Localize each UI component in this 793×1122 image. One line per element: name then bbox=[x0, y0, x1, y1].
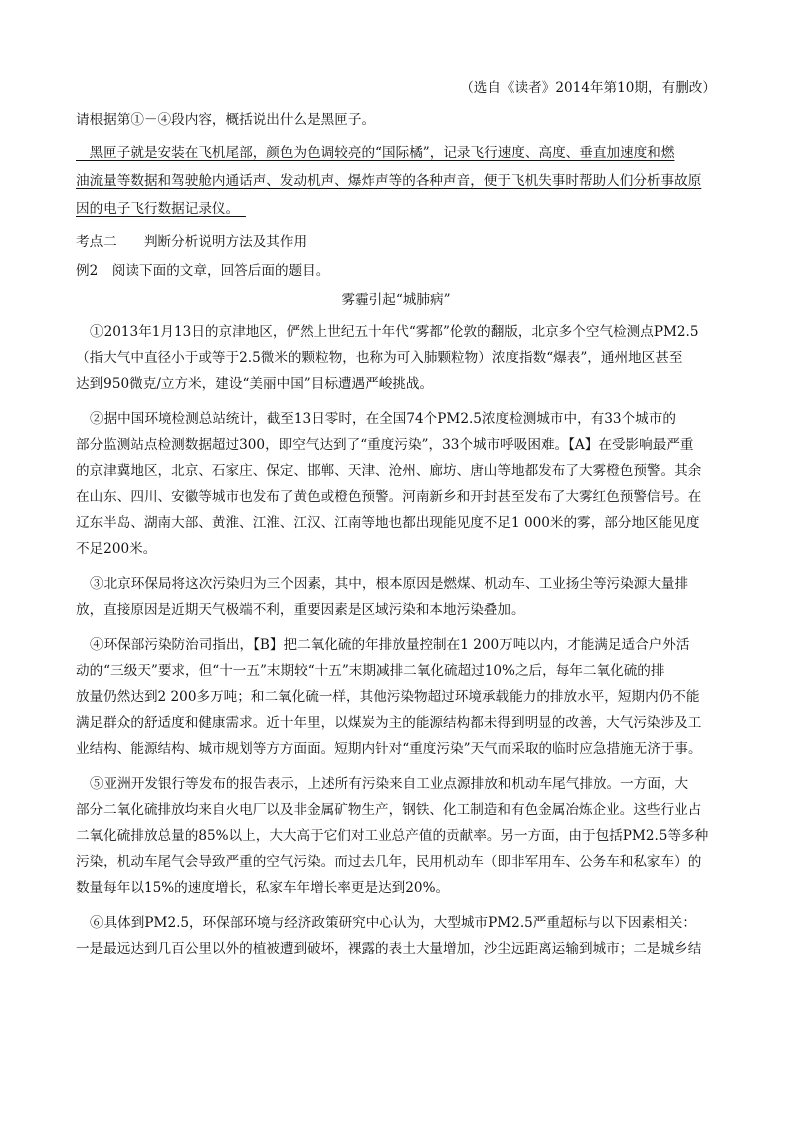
paragraph-line: 业结构、能源结构、城市规划等方方面面。短期内针对“重度污染”天气而采取的临时应急措施无济于事。 bbox=[76, 741, 702, 757]
paragraph-line: ③北京环保局将这次污染归为三个因素，其中，根本原因是燃煤、机动车、工业扬尘等污染源大量排 bbox=[90, 576, 689, 592]
example-heading: 例2 阅读下面的文章，回答后面的题目。 bbox=[76, 263, 330, 279]
para-3 bbox=[76, 571, 716, 623]
para-4 bbox=[76, 632, 716, 762]
paragraph-line: 满足群众的舒适度和健康需求。近十年里，以煤炭为主的能源结构都未得到明显的改善，大气污染涉及工 bbox=[76, 715, 702, 731]
answer-line: 因的电子飞行数据记录仪。 bbox=[76, 201, 246, 217]
para-5 bbox=[76, 771, 716, 901]
para-1 bbox=[76, 319, 716, 397]
paragraph-line: 部分监测站点检测数据超过300，即空气达到了“重度污染”，33个城市呼吸困难。【A】在受影响最严重 bbox=[76, 437, 694, 453]
paragraph-line: 辽东半岛、湖南大部、黄淮、江淮、江汉、江南等地也都出现能见度不足1 000米的雾，部分地区能见度 bbox=[76, 515, 700, 531]
paragraph-line: 的京津冀地区，北京、石家庄、保定、邯郸、天津、沧州、廊坊、唐山等地都发布了大雾橙色预警。其余 bbox=[76, 463, 702, 479]
para-2 bbox=[76, 406, 716, 562]
paragraph-line: ⑤亚洲开发银行等发布的报告表示，上述所有污染来自工业点源排放和机动车尾气排放。一方面，大 bbox=[90, 776, 689, 792]
paragraph-line: ④环保部污染防治司指出，【B】把二氧化硫的年排放量控制在1 200万吨以内，才能满足适合户外活 bbox=[90, 637, 690, 653]
source-note: （选自《读者》2014年第10期，有删改） bbox=[460, 80, 716, 96]
paragraph-line: ②据中国环境检测总站统计，截至13日零时，在全国74个PM2.5浓度检测城市中，有33个城市的 bbox=[90, 411, 676, 427]
answer-line: 油流量等数据和驾驶舱内通话声、发动机声、爆炸声等的各种声音，便于飞机失事时帮助人们分析事故原 bbox=[76, 173, 702, 189]
paragraph-line: 数量每年以15%的速度增长，私家车年增长率更是达到20%。 bbox=[76, 880, 450, 896]
paragraph-line: ①2013年1月13日的京津地区，俨然上世纪五十年代“雾都”伦敦的翻版，北京多个空气检测点PM2.5 bbox=[90, 324, 699, 340]
article-body bbox=[76, 319, 716, 962]
paragraph-line: 部分二氧化硫排放均来自火电厂以及非金属矿物生产，钢铁、化工制造和有色金属冶炼企业。这些行业占 bbox=[76, 802, 702, 818]
paragraph-line: 不足200米。 bbox=[76, 541, 157, 557]
paragraph-line: ⑥具体到PM2.5，环保部环境与经济政策研究中心认为，大型城市PM2.5严重超标与以下因素相关： bbox=[90, 915, 696, 931]
question-text: 请根据第①－④段内容，概括说出什么是黑匣子。 bbox=[76, 112, 376, 128]
paragraph-line: 放，直接原因是近期天气极端不利，重要因素是区域污染和本地污染叠加。 bbox=[76, 602, 525, 618]
paragraph-line: 动的“三级天”要求，但“十一五”末期较“十五”末期减排二氧化硫超过10%之后，每年二氧化硫的排 bbox=[76, 663, 665, 679]
para-6 bbox=[76, 910, 716, 962]
paragraph-line: （指大气中直径小于或等于2.5微米的颗粒物，也称为可入肺颗粒物）浓度指数“爆表”，通州地区甚至 bbox=[76, 350, 683, 366]
paragraph-line: 二氧化硫排放总量的85%以上，大大高于它们对工业总产值的贡献率。另一方面，由于包括PM2.5等多种 bbox=[76, 828, 709, 844]
answer-line: 黑匣子就是安装在飞机尾部，颜色为色调较亮的“国际橘”，记录飞行速度、高度、垂直加速度和燃 bbox=[76, 145, 675, 161]
answer-block bbox=[76, 139, 716, 223]
paragraph-line: 污染，机动车尾气会导致严重的空气污染。而过去几年，民用机动车（即非军用车、公务车和私家车）的 bbox=[76, 854, 702, 870]
section-heading: 考点二 判断分析说明方法及其作用 bbox=[76, 234, 308, 250]
document-page bbox=[76, 78, 716, 971]
paragraph-line: 达到950微克/立方米，建设“美丽中国”目标遭遇严峻挑战。 bbox=[76, 376, 434, 392]
paragraph-line: 一是最远达到几百公里以外的植被遭到破坏，裸露的表土大量增加，沙尘远距离运输到城市；二是城乡结 bbox=[76, 941, 702, 957]
paragraph-line: 放量仍然达到2 200多万吨；和二氧化硫一样，其他污染物超过环境承载能力的排放水平，短期内仍不能 bbox=[76, 689, 700, 705]
paragraph-line: 在山东、四川、安徽等城市也发布了黄色或橙色预警。河南新乡和开封甚至发布了大雾红色预警信号。在 bbox=[76, 489, 702, 505]
article-title: 雾霾引起“城肺病” bbox=[341, 292, 451, 308]
